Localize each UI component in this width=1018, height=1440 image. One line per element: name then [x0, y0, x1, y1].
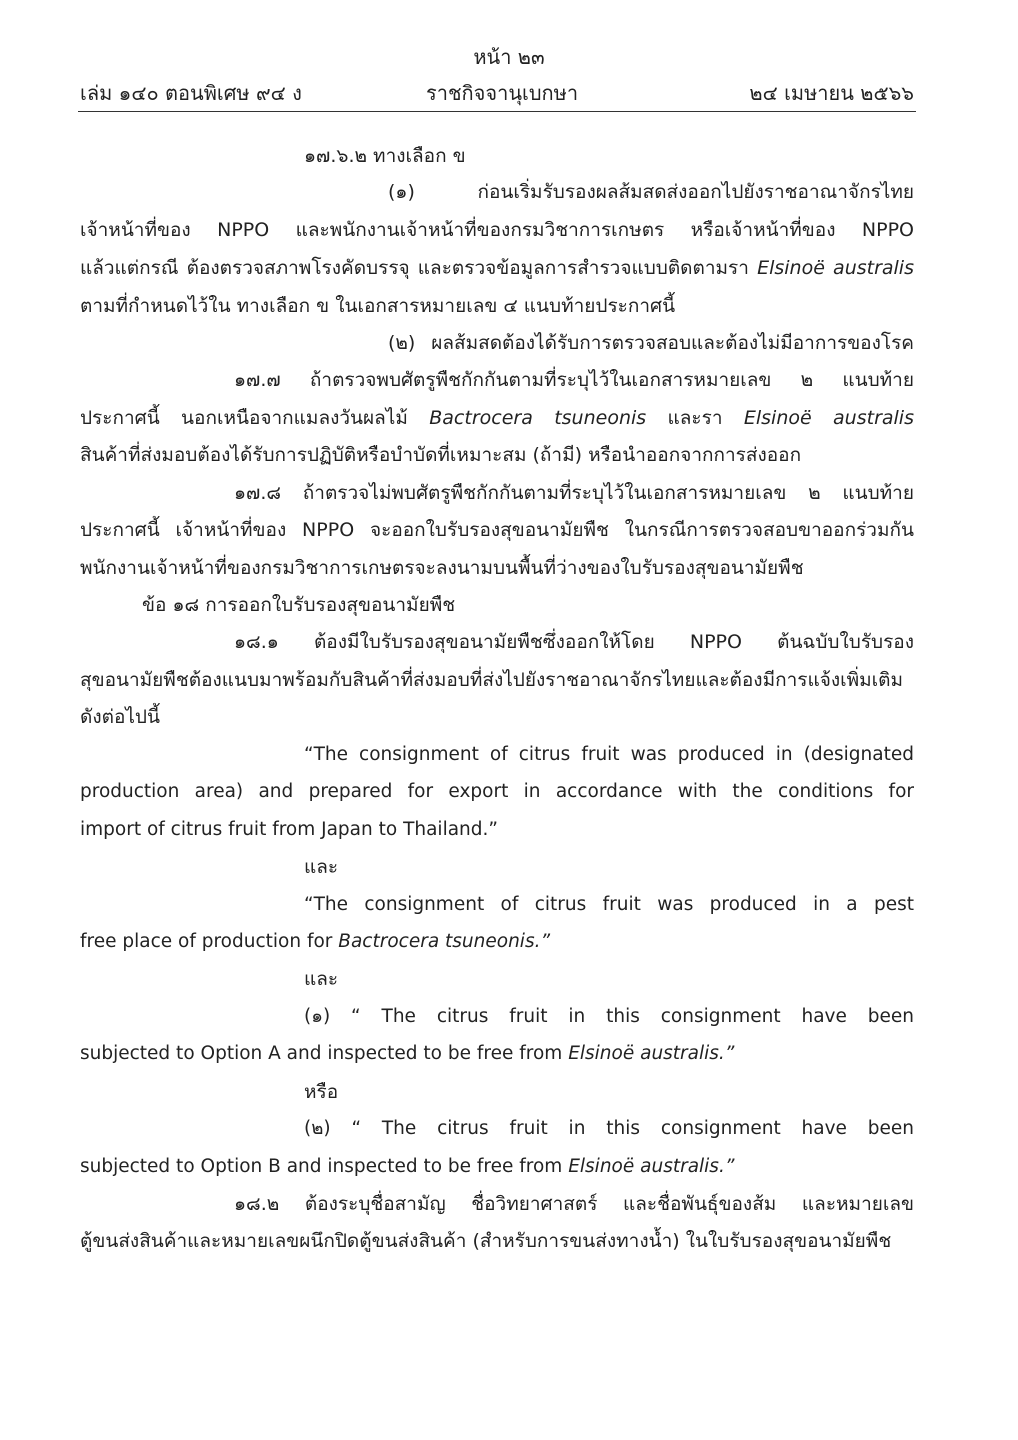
- declaration-text: [80, 1148, 914, 1186]
- text-run: ประกาศนี้ นอกเหนือจากแมลงวันผลไม้: [80, 407, 408, 429]
- declaration-option-a: (๑) “ The citrus fruit in this consignment have been: [304, 1006, 914, 1027]
- declaration-text: [80, 923, 914, 961]
- clause-17-7: ๑๗.๗ ถ้าตรวจพบศัตรูพืชกักกันตามที่ระบุไว้ในเอกสารหมายเลข ๒ แนบท้าย: [234, 369, 914, 391]
- text-run: และรา: [667, 407, 723, 429]
- text-line: [80, 399, 914, 437]
- conjunction-and: และ: [304, 968, 339, 990]
- conjunction-or: หรือ: [304, 1081, 339, 1103]
- text-run: subjected to Option B and inspected to be free from: [80, 1156, 563, 1177]
- declaration-text: production area) and prepared for export in accordance with the conditions for: [80, 781, 914, 802]
- clause-17-6-2-heading: ๑๗.๖.๒ ทางเลือก ข: [304, 145, 466, 167]
- clause-17-8: ๑๗.๘ ถ้าตรวจไม่พบศัตรูพืชกักกันตามที่ระบุไว้ในเอกสารหมายเลข ๒ แนบท้าย: [234, 482, 914, 504]
- species-name: Elsinoë australis: [743, 407, 914, 429]
- text-line: ตู้ขนส่งสินค้าและหมายเลขผนึกปิดตู้ขนส่งสินค้า (สำหรับการขนส่งทางน้ำ) ในใบรับรองสุขอนามัยพืช: [80, 1230, 892, 1252]
- species-name: Elsinoë australis.”: [568, 1156, 735, 1177]
- text-line: ประกาศนี้ เจ้าหน้าที่ของ NPPO จะออกใบรับรองสุขอนามัยพืช ในกรณีการตรวจสอบขาออกร่วมกัน: [80, 519, 914, 541]
- section-18-heading: ข้อ ๑๘ การออกใบรับรองสุขอนามัยพืช: [142, 594, 456, 616]
- declaration-option-b: (๒) “ The citrus fruit in this consignment have been: [304, 1118, 914, 1139]
- declaration-text: [80, 1035, 914, 1073]
- text-line: พนักงานเจ้าหน้าที่ของกรมวิชาการเกษตรจะลงนามบนพื้นที่ว่างของใบรับรองสุขอนามัยพืช: [80, 557, 804, 579]
- text-line: ตามที่กำหนดไว้ใน ทางเลือก ข ในเอกสารหมายเลข ๔ แนบท้ายประกาศนี้: [80, 295, 676, 317]
- text-line: สินค้าที่ส่งมอบต้องได้รับการปฏิบัติหรือบำบัดที่เหมาะสม (ถ้ามี) หรือนำออกจากการส่งออก: [80, 444, 802, 466]
- text-run: free place of production for: [80, 931, 333, 952]
- page-number: หน้า ๒๓: [473, 45, 545, 69]
- clause-17-6-2-item-2: (๒) ผลส้มสดต้องได้รับการตรวจสอบและต้องไม่มีอาการของโรค: [388, 332, 914, 354]
- clause-18-2: ๑๘.๒ ต้องระบุชื่อสามัญ ชื่อวิทยาศาสตร์ และชื่อพันธุ์ของส้ม และหมายเลข: [234, 1193, 914, 1215]
- text-run: แล้วแต่กรณี ต้องตรวจสภาพโรงคัดบรรจุ และตรวจข้อมูลการสำรวจแบบติดตามรา: [80, 257, 749, 279]
- publication-title: ราชกิจจานุเบกษา: [426, 81, 579, 105]
- text-line: สุขอนามัยพืชต้องแนบมาพร้อมกับสินค้าที่ส่งมอบที่ส่งไปยังราชอาณาจักรไทยและต้องมีการแจ้งเพิ่มเติม: [80, 669, 904, 691]
- species-name: Elsinoë australis: [757, 257, 914, 279]
- clause-18-1: ๑๘.๑ ต้องมีใบรับรองสุขอนามัยพืชซึ่งออกให้โดย NPPO ต้นฉบับใบรับรอง: [234, 631, 914, 653]
- declaration-text: import of citrus fruit from Japan to Thailand.”: [80, 819, 498, 840]
- text-line: ดังต่อไปนี้: [80, 706, 160, 728]
- text-line: เจ้าหน้าที่ของ NPPO และพนักงานเจ้าหน้าที่ของกรมวิชาการเกษตร หรือเจ้าหน้าที่ของ NPPO: [80, 219, 914, 241]
- declaration-text: “The consignment of citrus fruit was produced in (designated: [304, 744, 914, 765]
- text-run: subjected to Option A and inspected to be free from: [80, 1043, 563, 1064]
- conjunction-and: และ: [304, 856, 339, 878]
- species-name: Bactrocera tsuneonis: [429, 407, 647, 429]
- header-rule: [78, 111, 916, 112]
- species-name: Bactrocera tsuneonis.”: [338, 931, 551, 952]
- species-name: Elsinoë australis.”: [568, 1043, 735, 1064]
- clause-17-6-2-item-1: (๑) ก่อนเริ่มรับรองผลส้มสดส่งออกไปยังราชอาณาจักรไทย: [388, 181, 914, 203]
- declaration-text: “The consignment of citrus fruit was produced in a pest: [304, 894, 914, 915]
- volume-issue: เล่ม ๑๔๐ ตอนพิเศษ ๙๔ ง: [80, 81, 302, 105]
- publication-date: ๒๔ เมษายน ๒๕๖๖: [749, 81, 914, 105]
- text-line: [80, 249, 914, 287]
